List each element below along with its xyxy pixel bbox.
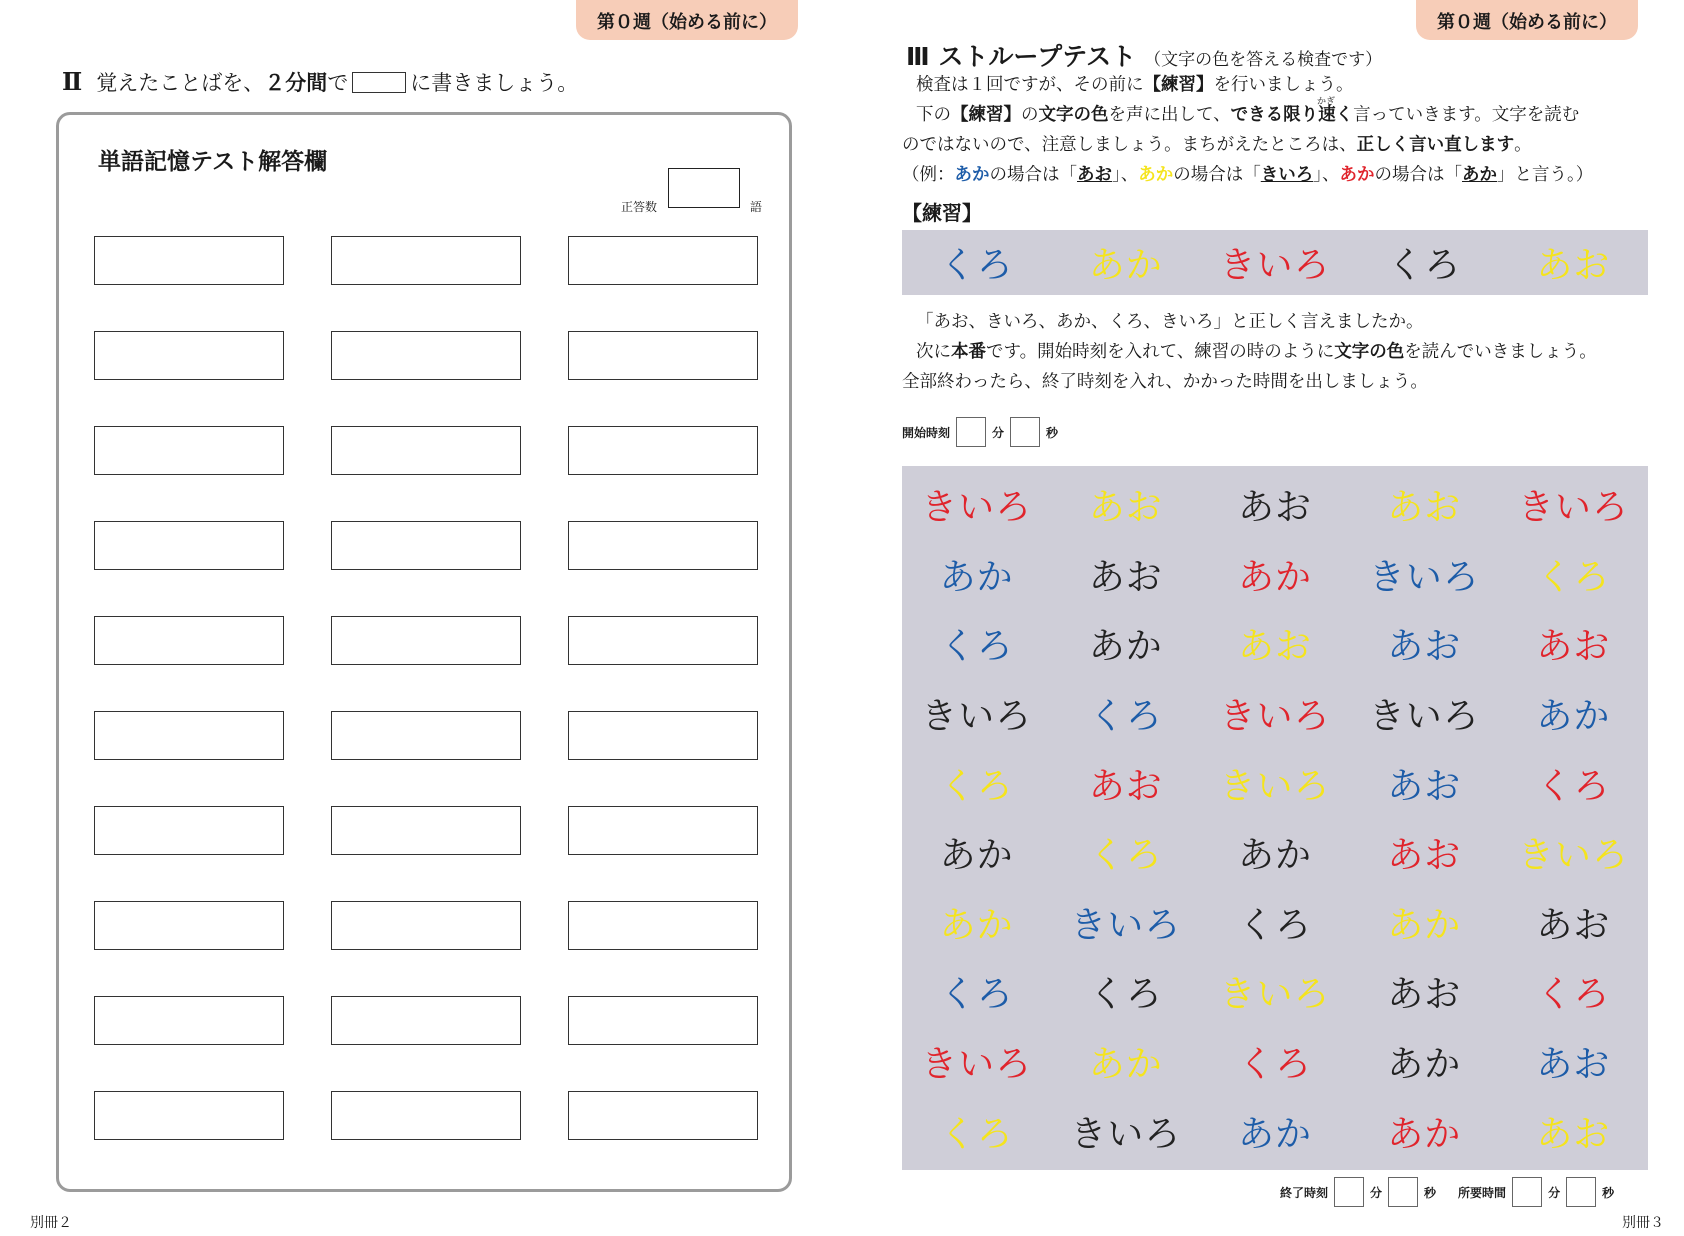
answer-box[interactable] [331, 996, 521, 1045]
answer-box[interactable] [568, 426, 758, 475]
practice-word: あお [1536, 245, 1611, 286]
paragraph-3: のではないので、注意しましょう。まちがえたところは、正しく言い直します。 [902, 135, 1532, 155]
stroop-word: あか [1387, 1113, 1462, 1155]
seconds-unit: 秒 [1424, 1185, 1437, 1200]
stroop-word: あか [1237, 1113, 1312, 1155]
stroop-word: くろ [1536, 556, 1611, 598]
stroop-word: くろ [1237, 1044, 1312, 1086]
stroop-word: あお [1387, 626, 1462, 668]
stroop-word: あか [1387, 904, 1462, 946]
stroop-word: きいろ [921, 1044, 1033, 1086]
answer-box[interactable] [331, 901, 521, 950]
answer-box[interactable] [331, 236, 521, 285]
answer-box[interactable] [94, 521, 284, 570]
answer-box[interactable] [331, 1091, 521, 1140]
instruction-text-3: に書きましょう。 [410, 71, 579, 95]
start-seconds-input[interactable] [1010, 417, 1040, 447]
stroop-word: きいろ [1070, 1113, 1182, 1155]
answer-box[interactable] [568, 901, 758, 950]
stroop-word: あお [1387, 835, 1462, 877]
minutes-unit: 分 [1548, 1185, 1561, 1200]
score-unit: 語 [750, 200, 763, 214]
example-word-1: あか [954, 165, 990, 185]
answer-box[interactable] [94, 996, 284, 1045]
stroop-word: くろ [1088, 974, 1163, 1016]
instruction-text-1: 覚えたことばを、 [96, 71, 265, 95]
section-ii-instruction [62, 67, 578, 97]
stroop-word: あお [1088, 765, 1163, 807]
answer-box[interactable] [94, 426, 284, 475]
answer-box[interactable] [568, 711, 758, 760]
stroop-word: くろ [939, 626, 1014, 668]
inline-blank-box [352, 72, 406, 93]
stroop-word: くろ [939, 974, 1014, 1016]
practice-word: くろ [1387, 245, 1462, 286]
stroop-word: きいろ [921, 696, 1033, 738]
stroop-word: あか [1237, 556, 1312, 598]
minutes-unit: 分 [1370, 1185, 1383, 1200]
practice-word: あか [1088, 245, 1163, 286]
stroop-word: あお [1088, 556, 1163, 598]
stroop-word: きいろ [921, 487, 1033, 529]
stroop-word: あお [1237, 487, 1312, 529]
seconds-unit: 秒 [1602, 1185, 1615, 1200]
answer-box[interactable] [568, 616, 758, 665]
start-time-row [902, 417, 1058, 447]
section-numeral: Ⅱ [62, 67, 83, 96]
instruction-bold: ２分間 [264, 71, 328, 95]
stroop-word: きいろ [1517, 487, 1629, 529]
stroop-word: あお [1088, 487, 1163, 529]
stroop-word: くろ [939, 765, 1014, 807]
score-input[interactable] [668, 168, 740, 208]
stroop-word: あか [1237, 835, 1312, 877]
practice-strip [902, 230, 1648, 295]
stroop-word: あお [1387, 487, 1462, 529]
answer-grid [94, 236, 758, 1140]
answer-box[interactable] [94, 331, 284, 380]
stroop-word: あお [1387, 765, 1462, 807]
end-minutes-input[interactable] [1334, 1177, 1364, 1207]
practice-word: くろ [939, 245, 1014, 286]
start-minutes-input[interactable] [956, 417, 986, 447]
stroop-word: きいろ [1517, 835, 1629, 877]
practice-label: 【練習】 [902, 201, 982, 225]
title-text: Ⅲ ストループテスト [906, 42, 1137, 71]
stroop-word: あお [1536, 1113, 1611, 1155]
answer-box[interactable] [94, 236, 284, 285]
stroop-word: きいろ [1219, 974, 1331, 1016]
stroop-word: あか [1536, 696, 1611, 738]
stroop-word: きいろ [1219, 765, 1331, 807]
stroop-word: きいろ [1219, 696, 1331, 738]
answer-box[interactable] [94, 901, 284, 950]
stroop-word: あお [1237, 626, 1312, 668]
stroop-word: あか [1088, 1044, 1163, 1086]
paragraph-5: 「あお、きいろ、あか、くろ、きいろ」と正しく言えましたか。 [916, 312, 1424, 332]
stroop-word: くろ [1536, 974, 1611, 1016]
answer-box[interactable] [331, 331, 521, 380]
answer-box[interactable] [331, 616, 521, 665]
stroop-word: あか [1387, 1044, 1462, 1086]
stroop-word: あか [939, 835, 1014, 877]
stroop-test-grid [902, 466, 1648, 1170]
answer-box[interactable] [331, 521, 521, 570]
paragraph-7: 全部終わったら、終了時刻を入れ、かかった時間を出しましょう。 [902, 372, 1428, 392]
stroop-word: きいろ [1070, 904, 1182, 946]
paragraph-6: 次に本番です。開始時刻を入れて、練習の時のように文字の色を読んでいきましょう。 [916, 342, 1597, 362]
week-tab-right: 第０週（始める前に） [1416, 0, 1638, 40]
elapsed-minutes-input[interactable] [1512, 1177, 1542, 1207]
example-word-2: あか [1138, 165, 1174, 185]
stroop-word: くろ [1536, 765, 1611, 807]
page-number-right: 別冊３ [1622, 1215, 1664, 1231]
answer-box[interactable] [568, 331, 758, 380]
stroop-word: あか [939, 556, 1014, 598]
paragraph-2: 下の【練習】の文字の色を声に出して、できる限り速く言っていきます。文字を読む [916, 105, 1580, 125]
answer-box[interactable] [568, 521, 758, 570]
elapsed-seconds-input[interactable] [1566, 1177, 1596, 1207]
answer-box[interactable] [94, 711, 284, 760]
answer-box[interactable] [568, 806, 758, 855]
title-subtitle: （文字の色を答える検査です） [1144, 50, 1383, 70]
end-time-label: 終了時刻 [1280, 1185, 1329, 1200]
stroop-word: あお [1387, 974, 1462, 1016]
stroop-word: あか [1088, 626, 1163, 668]
stroop-word: あお [1536, 1044, 1611, 1086]
stroop-word: くろ [939, 1113, 1014, 1155]
instruction-text-2: で [327, 71, 349, 95]
card-title: 単語記憶テスト解答欄 [98, 149, 328, 175]
stroop-word: くろ [1237, 904, 1312, 946]
elapsed-time-label: 所要時間 [1458, 1185, 1507, 1200]
stroop-word: くろ [1088, 835, 1163, 877]
page-number-left: 別冊２ [30, 1215, 72, 1231]
paragraph-example: （例：あかの場合は「あお」、あかの場合は「きいろ」、あかの場合は「あか」と言う。） [902, 165, 1594, 185]
stroop-word: あお [1536, 904, 1611, 946]
answer-box[interactable] [568, 996, 758, 1045]
answer-box[interactable] [94, 1091, 284, 1140]
paragraph-1: 検査は１回ですが、その前に【練習】を行いましょう。 [916, 75, 1354, 95]
answer-box[interactable] [94, 806, 284, 855]
stroop-word: あか [939, 904, 1014, 946]
answer-box[interactable] [331, 806, 521, 855]
seconds-unit: 秒 [1046, 425, 1059, 440]
stroop-word: あお [1536, 626, 1611, 668]
answer-box[interactable] [568, 1091, 758, 1140]
minutes-unit: 分 [992, 425, 1005, 440]
stroop-word: きいろ [1368, 696, 1480, 738]
answer-box[interactable] [331, 711, 521, 760]
score-label: 正答数 [621, 200, 658, 214]
example-word-3: あか [1339, 165, 1375, 185]
stroop-word: くろ [1088, 696, 1163, 738]
stroop-word: きいろ [1368, 556, 1480, 598]
practice-word: きいろ [1219, 245, 1331, 286]
answer-box[interactable] [94, 616, 284, 665]
week-tab-left: 第０週（始める前に） [576, 0, 798, 40]
answer-box[interactable] [331, 426, 521, 475]
end-seconds-input[interactable] [1388, 1177, 1418, 1207]
furigana: かぎ [1317, 97, 1336, 107]
section-iii-title [906, 37, 1382, 73]
answer-box[interactable] [568, 236, 758, 285]
start-time-label: 開始時刻 [902, 425, 951, 440]
end-time-row [1280, 1177, 1614, 1207]
